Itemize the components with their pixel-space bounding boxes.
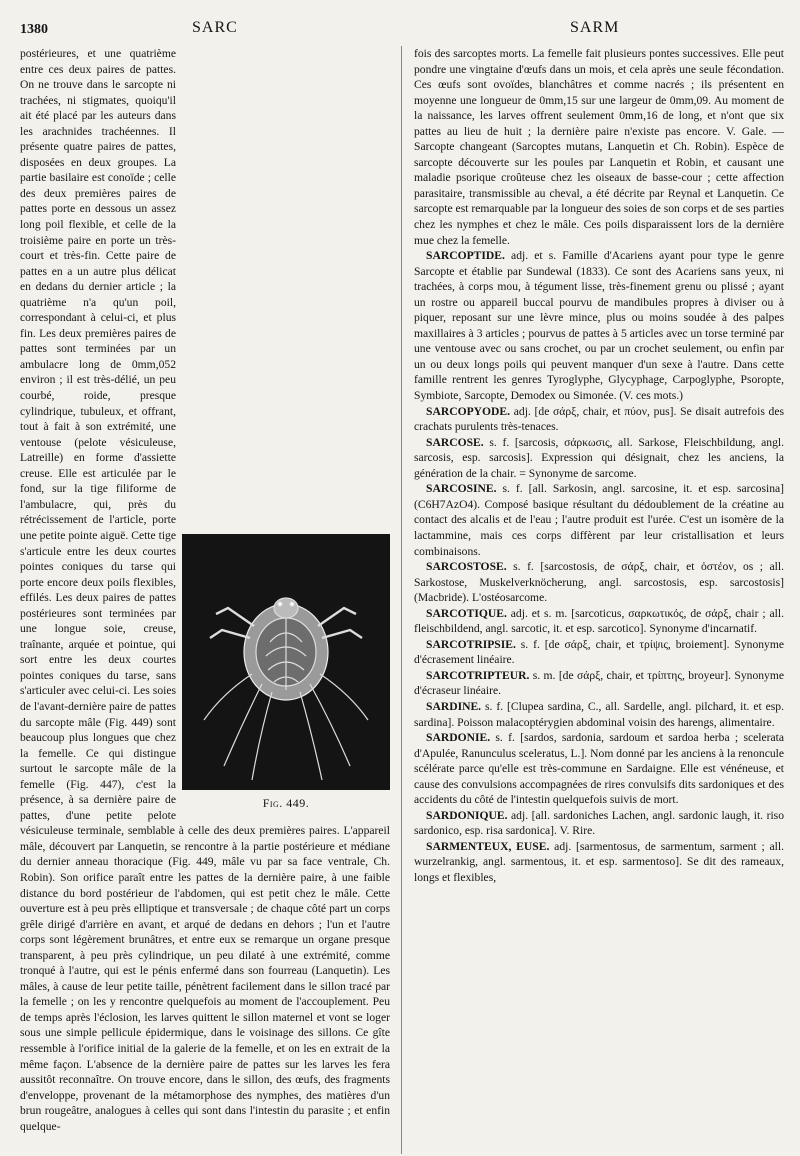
entry-sarcopyode <box>414 404 784 435</box>
headword: SARMENTEUX, EUSE. <box>426 839 550 853</box>
definition: s. f. [de σάρξ, chair, et τρίψις, broiement]. Synonyme d'écrasement linéaire. <box>414 637 784 667</box>
left-column <box>20 46 390 1154</box>
headword: SARDINE. <box>426 699 482 713</box>
definition: adj. [de σάρξ, chair, et πύον, pus]. Se disait autrefois des crachats purulents très-tenaces. <box>414 404 784 434</box>
headword: SARCOSINE. <box>426 482 497 496</box>
definition: adj. et s. m. [sarcoticus, σαρκωτικός, de σάρξ, chair ; all. fleischbildend, angl. sarcotic, it. et esp. sarcotico]. Synonyme d'incarnatif. <box>414 606 784 636</box>
headword: SARCOPTIDE. <box>426 249 505 263</box>
text-columns <box>20 46 786 1154</box>
definition: s. m. [de σάρξ, chair, et τρίπτης, broyeur]. Synonyme d'écraseur linéaire. <box>414 668 784 698</box>
entry-sarcosine <box>414 481 784 559</box>
running-head-left: SARC <box>192 19 238 36</box>
headword: SARCOPYODE. <box>426 404 511 418</box>
entry-sarmenteux <box>414 839 784 886</box>
headword: SARCOTIQUE. <box>426 606 507 620</box>
definition: s. f. [sardos, sardonia, sardoum et sardoa herba ; scelerata d'Apulée, Ranunculus sceleratus, L.]. Nom donné par les anciens à la renoncule scélérate parce qu'elle est très-commune en Sardaigne. Elle est vénéneuse, et cause des convulsions accompagnées de rires convulsifs dits sardoniques et des accidents du côté de l'intestin quelquefois suivis de mort. <box>414 731 784 807</box>
headword: SARCOSTOSE. <box>426 560 507 574</box>
entry-sardonie <box>414 730 784 808</box>
headword: SARCOTRIPTEUR. <box>426 668 530 682</box>
page-number: 1380 <box>20 22 48 37</box>
entry-sarcotripsie <box>414 637 784 668</box>
gale-continuation: fois des sarcoptes morts. La femelle fait plusieurs pontes successives. Elle peut pondre une vingtaine d'œufs dans un mois, et cela après une seule fécondation. Ces œufs sont ovoïdes, blanchâtres et comme nacrés ; ils présentent en moyenne une longueur de 0mm,15 sur une largeur de 0mm,09. Au moment de la naissance, les larves offrent seulement 0mm,16 de long, et n'ont que six pattes au lieu de huit ; la dernière paire n'existe pas encore. V. Gale. — Sarcopte changeant (Sarcoptes mutans, Lanquetin et Ch. Robin). Espèce de sarcopte découverte sur les poules par Lanquetin et Robin, et causant une maladie psorique croûteuse chez les oiseaux de basse-cour ; cette affection parasitaire, transmissible au cheval, a été décrite par Reynal et Lanquetin. Ce sarcopte est remarquable par la longueur des soies de son corps et de ses parties chez les nymphes et chez le mâle. Ces poils disparaissent lors de la dernière mue chez la femelle. <box>414 47 784 247</box>
entry-sarcoptide <box>414 248 784 403</box>
headword: SARDONIQUE. <box>426 808 508 822</box>
figure-449 <box>182 534 390 812</box>
headword: SARCOSE. <box>426 435 484 449</box>
definition: adj. [sarmentosus, de sarmentum, sarment ; all. wurzelrankig, angl. sarmentous, it. et esp. sarmentoso]. Se dit des rameaux, longs et flexibles, <box>414 839 784 884</box>
left-body-text: postérieures, et une quatrième entre ces deux paires de pattes. On ne trouve dans le sarcopte ni trachées, ni stigmates, quoiqu'il ait été placé par les auteurs dans les arachnides trachéennes. Il présente quatre paires de pattes, disposées en deux groupes. La partie basilaire est conoïde ; celle des deux premières paires de pattes porte en dessous un assez long poil flexible, et celle de la troisième paire en porte un très-court et très-fin. Cette paire de pattes en a un autre plus délicat en dedans du dernier article ; la quatrième n'a qu'un poil, correspondant à celui-ci, et plus fin. Les deux premières paires de pattes sont terminées par un ambulacre long de 0mm,052 environ ; il est très-délié, un peu courbé, roide, presque cylindrique, tubuleux, et offrant, tout à fait à son extrémité, une ventouse (pelote vésiculeuse, Latreille) en forme d'assiette creuse. Elle est articulée par le fond, sur la tige filiforme de l'ambulacre, qui, près du rétrécissement de l'article, porte une petite pointe aiguë. Cette tige s'articule entre les deux courtes pointes coniques du tarse qui porte encore deux poils flexibles, effilés. Les deux paires de pattes postérieures sont terminées par une longue soie, creuse, traînante, arquée et pointue, qui sort entre les deux courtes pointes coniques du tarse, sans s'articuler avec celui-ci. Les soies de l'avant-dernière paire de pattes du sarcopte mâle (Fig. 449) sont beaucoup plus longues que chez la femelle. Ce qui distingue surtout le sarcopte mâle de la femelle (Fig. 447), c'est la présence, à sa dernière paire de pattes, d'une petite pelote vésiculeuse terminale, semblable à celle des deux premières paires. L'appareil mâle, découvert par Lanquetin, se rencontre à la partie postérieure et médiane du dernier anneau thoracique (Fig. 449, mâle vu par sa face ventrale, Ch. Robin). Son orifice paraît entre les pattes de la dernière paire, à une faible distance du bord postérieur de l'abdomen, qui est petit chez le mâle. Cette ouverture est à peu près elliptique et transversale ; de chaque côté part un corps grêle dirigé d'arrière en avant, et arqué de dedans en dehors ; l'un et l'autre corps sont légèrement brunâtres, et entre eux se remarque un organe presque transparent, à peu près cylindrique, un peu dilaté à une extrémité, comme tronqué à l'autre, qui est le pénis enfermé dans son fourreau (Lanquetin). Les mâles, à cause de leur petite taille, pénètrent facilement dans le sillon tracé par la femelle ; on les y rencontre quelquefois au moment de l'accouplement. Peu de temps après l'éclosion, les larves quittent le sillon maternel et vont se loger sous une simple pellicule épidermique, dans le voisinage des sillons. Ce gîte ressemble à l'orifice initial de la galerie de la femelle, et on les en extrait de la même façon. L'absence de la dernière paire de pattes sur les larves les fera aussitôt reconnaître. On trouve encore, dans le sillon, des œufs, des fragments d'enveloppe, provenant de la métamorphose des nymphes, des matières d'un brun rougeâtre, analogues à celles qui sont dans l'intestin du parasite ; et enfin quelque- <box>20 47 390 1133</box>
figure-caption: Fig. 449. <box>262 796 310 810</box>
running-head-right: SARM <box>570 19 620 36</box>
definition: s. f. [sarcostosis, de σάρξ, chair, et ὀστέον, os ; all. Sarkostose, Muskelverknöcherung, angl. sarcostosis, esp. sarcostosis] (Macbride). L'ostéosarcome. <box>414 560 784 605</box>
entry-sarcotique <box>414 606 784 637</box>
entry-sarcostose <box>414 559 784 606</box>
sarcoptes-illustration <box>182 534 390 790</box>
definition: s. f. [Clupea sardina, C., all. Sardelle, angl. pilchard, it. et esp. sardina]. Poisson malacoptérygien abdominal voisin des harengs, alimentaire. <box>414 699 784 729</box>
definition: s. f. [sarcosis, σάρκωσις, all. Sarkose, Fleischbildung, angl. sarcosis, esp. sarcosis]. Expression qui désignait, chez les anciens, la génération de la chair. = Synonyme de sarcome. <box>414 435 784 480</box>
definition: adj. et s. Famille d'Acariens ayant pour type le genre Sarcopte et établie par Sundewal (1833). Ce sont des Acariens sans yeux, ni trachées, à corps mou, à tégument lisse, très-finement grenu ou plissé ; ayant un rostre ou appareil buccal pourvu de mandibules propres à diviser ou à piquer, reposant sur une lèvre mince, plus ou moins soudée à des palpes maxillaires à 3 articles ; pourvus de pattes à 5 articles avec un torse terminé par une ventouse avec ou sans crochet, ou par un crochet seulement, ou enfin par un ou deux longs poils qui peuvent manquer d'un sexe à l'autre. Dans cette famille rentrent les genres Tyroglyphe, Glycyphage, Carpoglyphe, Psoropte, Symbiote, Sarcopte, Demodex ou Simonée. (V. ces mots.) <box>414 249 784 403</box>
entry-sarcotripteur <box>414 668 784 699</box>
headword: SARDONIE. <box>426 731 491 745</box>
definition: adj. [all. sardoniches Lachen, angl. sardonic laugh, it. riso sardonico, esp. risa sardonica]. V. Rire. <box>414 808 784 838</box>
definition: s. f. [all. Sarkosin, angl. sarcosine, it. et esp. sarcosina] (C6H7AzO4). Composé basique résultant du dédoublement de la créatine au contact des alcalis et de l'eau ; l'autre produit est l'urée. C'est un isomère de la lactammine, mais ces corps diffèrent par leur cristallisation et leurs combinaisons. <box>414 482 784 558</box>
entry-sardonique <box>414 808 784 839</box>
right-column <box>414 46 784 1154</box>
headword: SARCOTRIPSIE. <box>426 637 516 651</box>
entry-sarcose <box>414 435 784 482</box>
column-divider <box>401 46 402 1154</box>
mite-drawing <box>182 534 390 790</box>
entry-sardine <box>414 699 784 730</box>
page-header <box>20 20 786 40</box>
